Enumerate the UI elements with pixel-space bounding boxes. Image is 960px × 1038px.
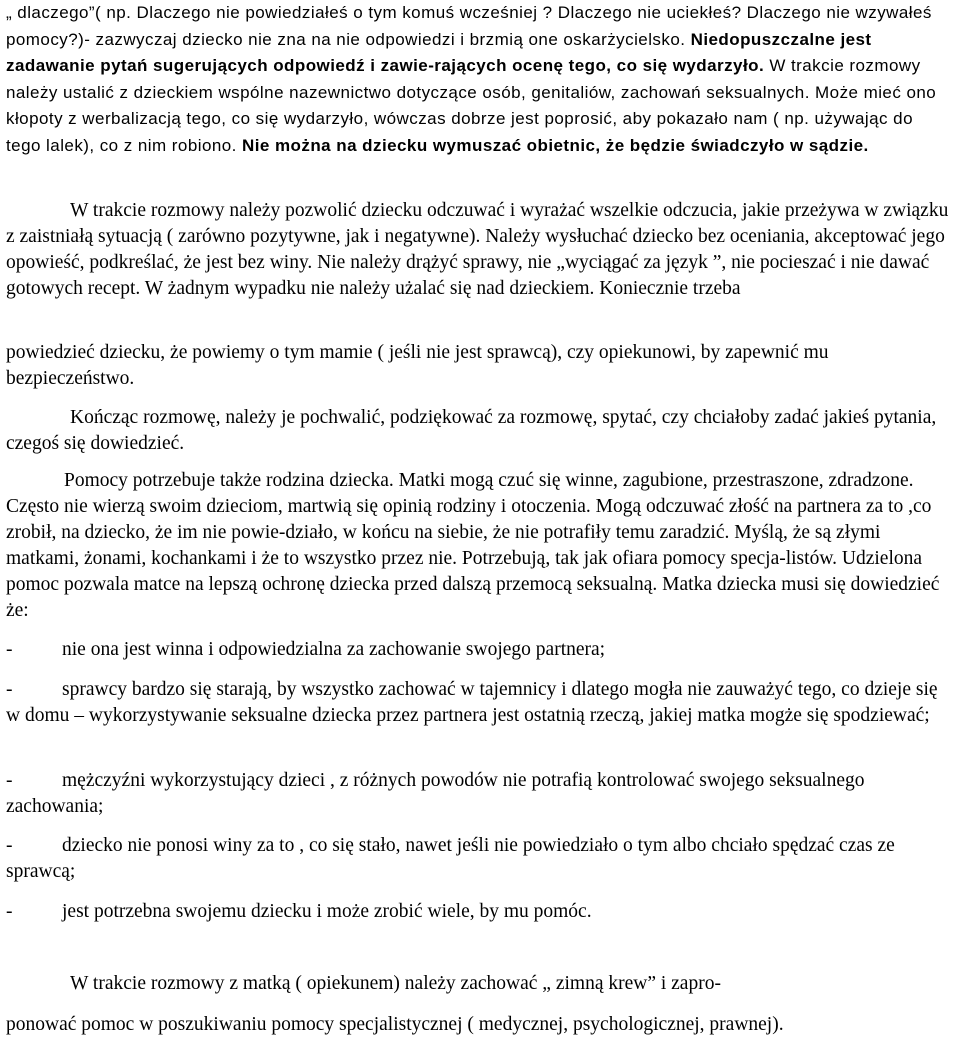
list-item [6,768,952,820]
list-dash: - [6,770,13,791]
bold-text-span: Niedopuszczalne jest zadawanie pytań sugerujących odpowiedź i zawie-rających ocenę tego, co się wydarzyło. [6,29,872,75]
list-item [6,833,952,885]
list-dash: - [6,679,13,700]
list-dash: - [6,901,13,922]
list-item-text: nie ona jest winna i odpowiedzialna za zachowanie swojego partnera; [62,639,606,660]
list-item-text: sprawcy bardzo się starają, by wszystko zachować w tajemnicy i dlatego mogła nie zauważyć tego, co dzieje się w domu – wykorzystywanie seksualne dziecka przez partnera jest ostatnią rzeczą, jakiej matka mogże się spodziewać; [6,679,938,726]
paragraph-family-help: Pomocy potrzebuje także rodzina dziecka. Matki mogą czuć się winne, zagubione, przestraszone, zdradzone. Często nie wierzą swoim dzieciom, martwią się opinią rodziny i otoczenia. Mogą odczuwać złość na partnera za to ,co zrobił, na dziecko, że im nie powie-działo, w końcu na siebie, że nie potrafiły temu zaradzić. Myślą, że są złymi matkami, żonami, kochankami i że to wszystko przez nie. Potrzebują, tak jak ofiara pomocy specja-listów. Udzielona pomoc pozwala matce na lepszą ochronę dziecka przed dalszą przemocą seksualną. Matka dziecka musi się dowiedzieć że: [6,470,940,621]
list-item [6,677,952,729]
paragraph-ending-conversation: Kończąc rozmowę, należy je pochwalić, podziękować za rozmowę, spytać, czy chciałoby zadać jakieś pytania, czegoś się dowiedzieć. [6,407,937,454]
paragraph-tell-mother: powiedzieć dziecku, że powiemy o tym mamie ( jeśli nie jest sprawcą), czy opiekunowi, by zapewnić mu bezpieczeństwo. [6,342,829,389]
list-item-text: mężczyźni wykorzystujący dzieci , z różnych powodów nie potrafią kontrolować swojego seksualnego zachowania; [6,770,865,817]
paragraph-emotions: W trakcie rozmowy należy pozwolić dziecku odczuwać i wyrażać wszelkie odczucia, jakie przeżywa w związku z zaistniałą sytuacją ( zarówno pozytywne, jak i negatywne). Należy wysłuchać dziecko bez oceniania, akceptować jego opowieść, podkreślać, że jest bez winy. Nie należy drążyć sprawy, nie „wyciągać za język ”, nie pocieszać i nie dawać gotowych recept. W żadnym wypadku nie należy użalać się nad dzieckiem. Koniecznie trzeba [6,200,949,299]
list-dash: - [6,835,13,856]
bold-text-span: Nie można na dziecku wymuszać obietnic, że będzie świadczyło w sądzie. [242,135,869,155]
paragraph-mother-conversation-line2: ponować pomoc w poszukiwaniu pomocy specjalistycznej ( medycznej, psychologicznej, prawnej). [6,1014,784,1035]
paragraph-interview-guidance [6,0,952,159]
list-item-text: jest potrzebna swojemu dziecku i może zrobić wiele, by mu pomóc. [62,901,592,922]
list-item [6,899,952,925]
list-item [6,637,952,663]
text-span: „ dlaczego”( np. Dlaczego nie powiedziałeś o tym komuś wcześniej ? Dlaczego nie uciekłeś? Dlaczego nie wzywałeś pomocy?)- zazwyczaj dziecko nie zna na nie odpowiedzi i brzmią one oskarżycielsko. [6,3,932,49]
list-dash: - [6,639,13,660]
paragraph-mother-conversation-line1: W trakcie rozmowy z matką ( opiekunem) należy zachować „ zimną krew” i zapro- [70,973,721,994]
text-span: W trakcie rozmowy należy ustalić z dzieckiem wspólne nazewnictwo dotyczące osób, genitaliów, zachowań seksualnych. Może mieć ono kłopoty z werbalizacją tego, co się wydarzyło, wówczas dobrze jest poprosić, aby pokazało nam ( np. używając do tego lalek), co z nim robiono. [6,56,937,155]
list-item-text: dziecko nie ponosi winy za to , co się stało, nawet jeśli nie powiedziało o tym albo chciało spędzać czas ze sprawcą; [6,835,895,882]
